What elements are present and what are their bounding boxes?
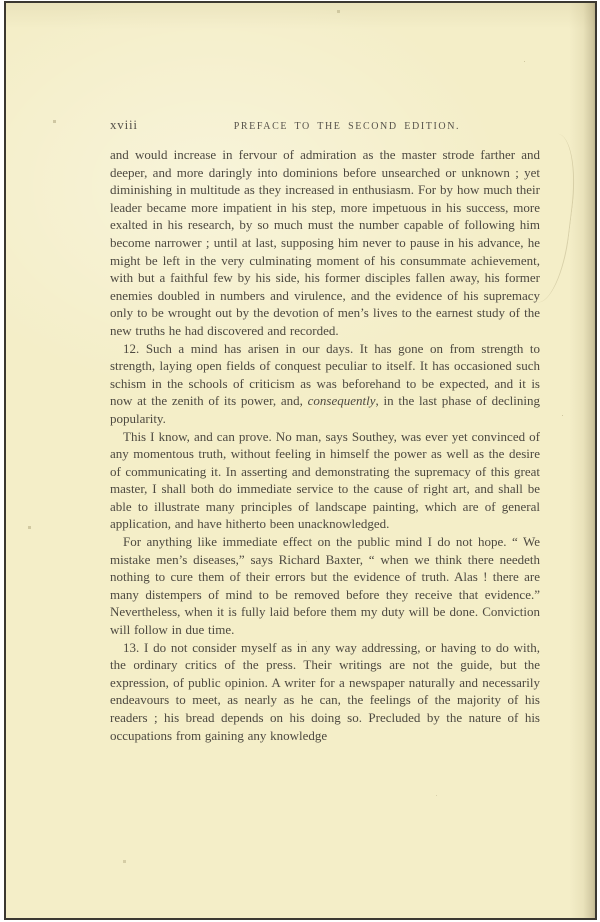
page-header bbox=[110, 117, 540, 133]
paper-speckles bbox=[6, 3, 7, 4]
paragraph: This I know, and can prove. No man, says Southey, was ever yet convinced of any momentous truth, without feeling in himself the power as well as the desire of communicating it. In asserting and demonstrating the supremacy of this great master, I shall both do immediate service to the cause of right art, and shall be able to illustrate many principles of landscape painting, which are of general application, and have hitherto been unacknowledged. bbox=[110, 428, 540, 532]
text-block bbox=[110, 146, 540, 744]
paragraph: and would increase in fervour of admiration as the master strode farther and deeper, and more daringly into dominions before unsearched or unknown ; yet diminishing in multitude as they increased in enthusiasm. For by how much their leader became more impatient in his step, more impetuous in his success, more exalted in his research, by so much must the number capable of following him become narrower ; until at last, supposing him never to pause in his advance, he might be left in the very culminating moment of his consummate achievement, with but a faithful few by his side, his former disciples fallen away, his former enemies doubled in numbers and virulence, and the evidence of his supremacy only to be wrought out by the devotion of men’s lives to the earnest study of the new truths he had discovered and recorded. bbox=[110, 147, 540, 338]
book-page bbox=[4, 1, 597, 920]
folio-page-number: xviii bbox=[110, 117, 138, 132]
running-title: PREFACE TO THE SECOND EDITION. bbox=[233, 121, 461, 132]
paragraph: For anything like immediate effect on the public mind I do not hope. “ We mistake men’s diseases,” says Richard Baxter, “ when we think there needeth nothing to cure them of their errors but the evidence of truth. Alas ! there are many distempers of mind to be removed before they receive that evidence.” Nevertheless, when it is fully laid before them my duty will be done. Conviction will follow in due time. bbox=[110, 534, 540, 638]
page-edge-shadow bbox=[569, 3, 595, 918]
paragraph: 12. Such a mind has arisen in our days. It has gone on from strength to strength, laying open fields of conquest peculiar to itself. It has occasioned such schism in the schools of criticism as was beforehand to be expected, and it is now at the zenith of its power, and, consequently, in the last phase of declining popularity. bbox=[110, 340, 540, 426]
paragraph: 13. I do not consider myself as in any way addressing, or having to do with, the ordinary critics of the press. Their writings are not the guide, but the expression, of public opinion. A writer for a newspaper naturally and necessarily endeavours to meet, as nearly as he can, the feelings of the majority of his readers ; his bread depends on his doing so. Precluded by the nature of his occupations from gaining any knowledge bbox=[110, 639, 540, 743]
